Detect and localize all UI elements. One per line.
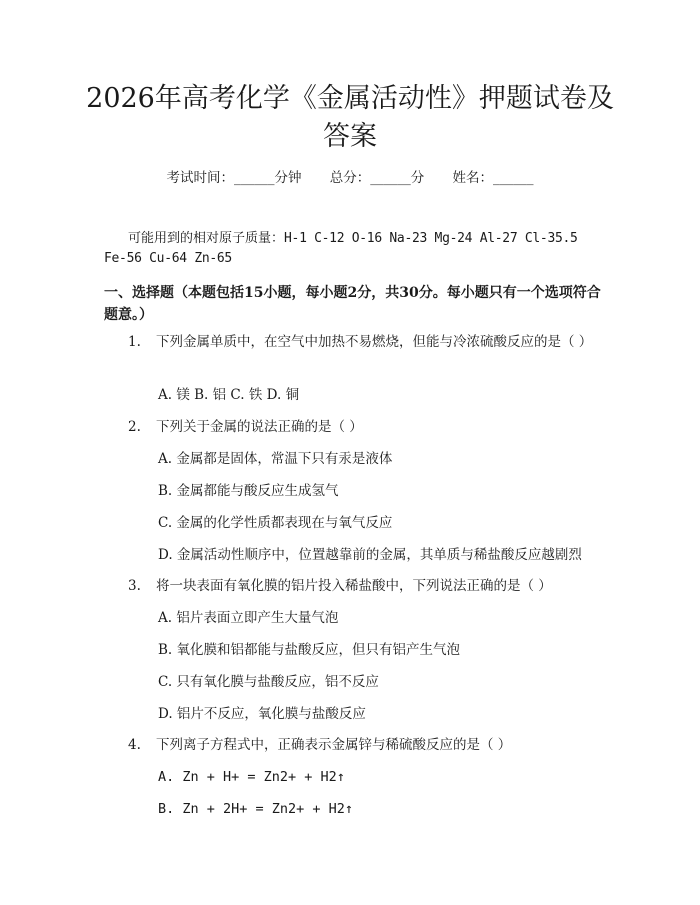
question-text: 下列关于金属的说法正确的是（ ） [156,419,363,435]
section-title: 一、选择题（本题包括15小题，每小题2分，共30分。每小题只有一个选项符合题意。） [104,285,601,323]
question-number: 3. [128,578,141,594]
question-number: 4. [128,737,141,753]
question-3-stem [104,576,600,597]
question-number: 2. [128,419,141,435]
question-2-stem [104,417,600,438]
question-1-options: A. 镁 B. 铝 C. 铁 D. 铜 [158,387,300,403]
question-3-option-c: C. 只有氧化膜与盐酸反应，铝不反应 [158,674,379,690]
exam-name-field: 姓名：______ [452,170,534,186]
question-number: 1. [128,334,141,350]
question-2-option-c: C. 金属的化学性质都表现在与氧气反应 [158,515,393,531]
atomic-mass-note [104,229,604,269]
question-4-stem [104,735,600,756]
question-4-option-b: B. Zn + 2H+ = Zn2+ + H2↑ [158,801,354,817]
atomic-mass-values: H-1 C-12 O-16 Na-23 Mg-24 Al-27 Cl-35.5 Fe-56 Cu-64 Zn-65 [104,231,578,266]
question-text: 将一块表面有氧化膜的铝片投入稀盐酸中，下列说法正确的是（ ） [156,578,552,594]
question-text: 下列金属单质中，在空气中加热不易燃烧，但能与冷浓硫酸反应的是（ ） [156,334,593,350]
atomic-mass-label: 可能用到的相对原子质量： [128,231,285,246]
question-3-option-a: A. 铝片表面立即产生大量气泡 [158,610,339,626]
question-2-option-d: D. 金属活动性顺序中，位置越靠前的金属，其单质与稀盐酸反应越剧烈 [158,547,582,563]
question-2-option-b: B. 金属都能与酸反应生成氢气 [158,483,339,499]
exam-score-field: 总分：______分 [329,170,425,186]
exam-time-field: 考试时间：______分钟 [166,170,302,186]
exam-title: 2026年高考化学《金属活动性》押题试卷及答案 [86,83,614,152]
question-3-option-b: B. 氧化膜和铝都能与盐酸反应，但只有铝产生气泡 [158,642,461,658]
question-3-option-d: D. 铝片不反应，氧化膜与盐酸反应 [158,706,366,722]
exam-info-line [0,168,700,188]
question-text: 下列离子方程式中，正确表示金属锌与稀硫酸反应的是（ ） [156,737,512,753]
question-1-stem [104,332,600,353]
question-4-option-a: A. Zn + H+ = Zn2+ + H2↑ [158,769,345,785]
question-2-option-a: A. 金属都是固体，常温下只有汞是液体 [158,451,393,467]
